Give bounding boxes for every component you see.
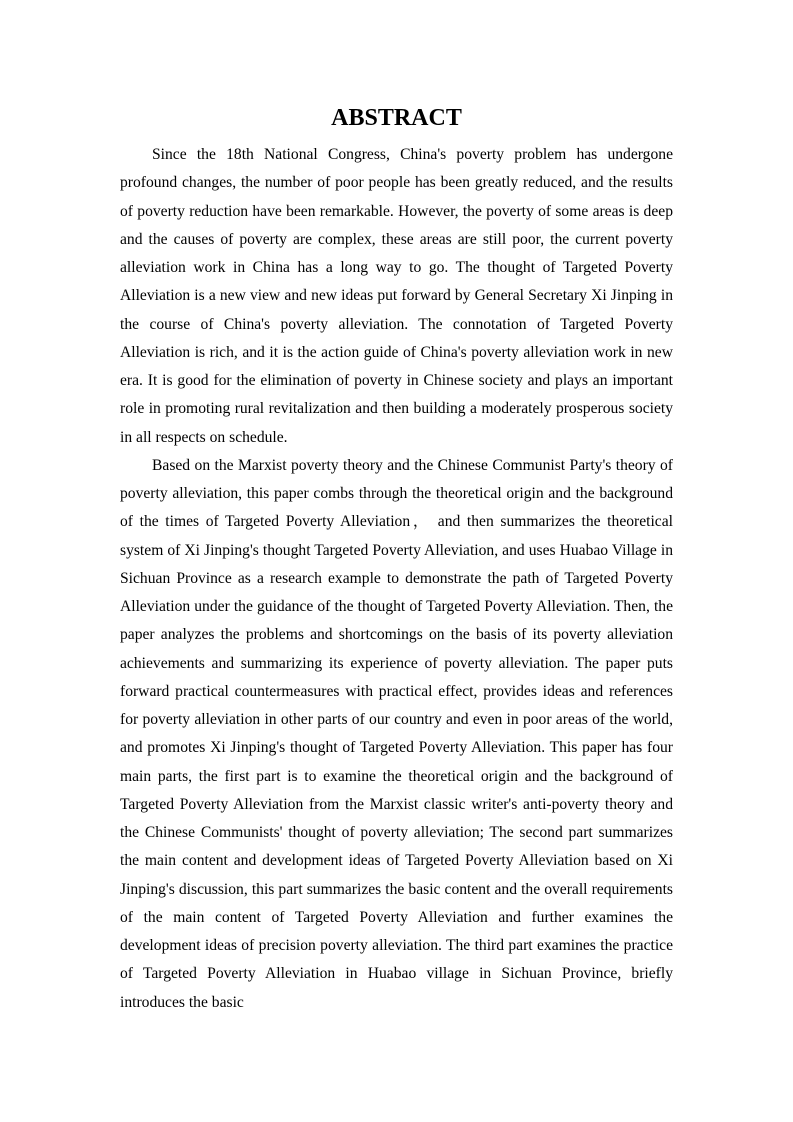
abstract-body <box>120 141 673 1017</box>
abstract-title: ABSTRACT <box>331 105 462 131</box>
abstract-paragraph-1: Since the 18th National Congress, China's poverty problem has undergone profound changes, the number of poor people has been greatly reduced, and the results of poverty reduction have been remarkable. However, the poverty of some areas is deep and the causes of poverty are complex, these areas are still poor, the current poverty alleviation work in China has a long way to go. The thought of Targeted Poverty Alleviation is a new view and new ideas put forward by General Secretary Xi Jinping in the course of China's poverty alleviation. The connotation of Targeted Poverty Alleviation is rich, and it is the action guide of China's poverty alleviation work in new era. It is good for the elimination of poverty in Chinese society and plays an important role in promoting rural revitalization and then building a moderately prosperous society in all respects on schedule. <box>120 146 673 446</box>
abstract-paragraph-2: Based on the Marxist poverty theory and the Chinese Communist Party's theory of poverty alleviation, this paper combs through the theoretical origin and the background of the times of Targeted Poverty Alleviation， and then summarizes the theoretical system of Xi Jinping's thought Targeted Poverty Alleviation, and uses Huabao Village in Sichuan Province as a research example to demonstrate the path of Targeted Poverty Alleviation under the guidance of the thought of Targeted Poverty Alleviation. Then, the paper analyzes the problems and shortcomings on the basis of its poverty alleviation achievements and summarizing its experience of poverty alleviation. The paper puts forward practical countermeasures with practical effect, provides ideas and references for poverty alleviation in other parts of our country and even in poor areas of the world, and promotes Xi Jinping's thought of Targeted Poverty Alleviation. This paper has four main parts, the first part is to examine the theoretical origin and the background of Targeted Poverty Alleviation from the Marxist classic writer's anti-poverty theory and the Chinese Communists' thought of poverty alleviation; The second part summarizes the main content and development ideas of Targeted Poverty Alleviation based on Xi Jinping's discussion, this part summarizes the basic content and the overall requirements of the main content of Targeted Poverty Alleviation and further examines the development ideas of precision poverty alleviation. The third part examines the practice of Targeted Poverty Alleviation in Huabao village in Sichuan Province, briefly introduces the basic <box>120 456 673 1011</box>
